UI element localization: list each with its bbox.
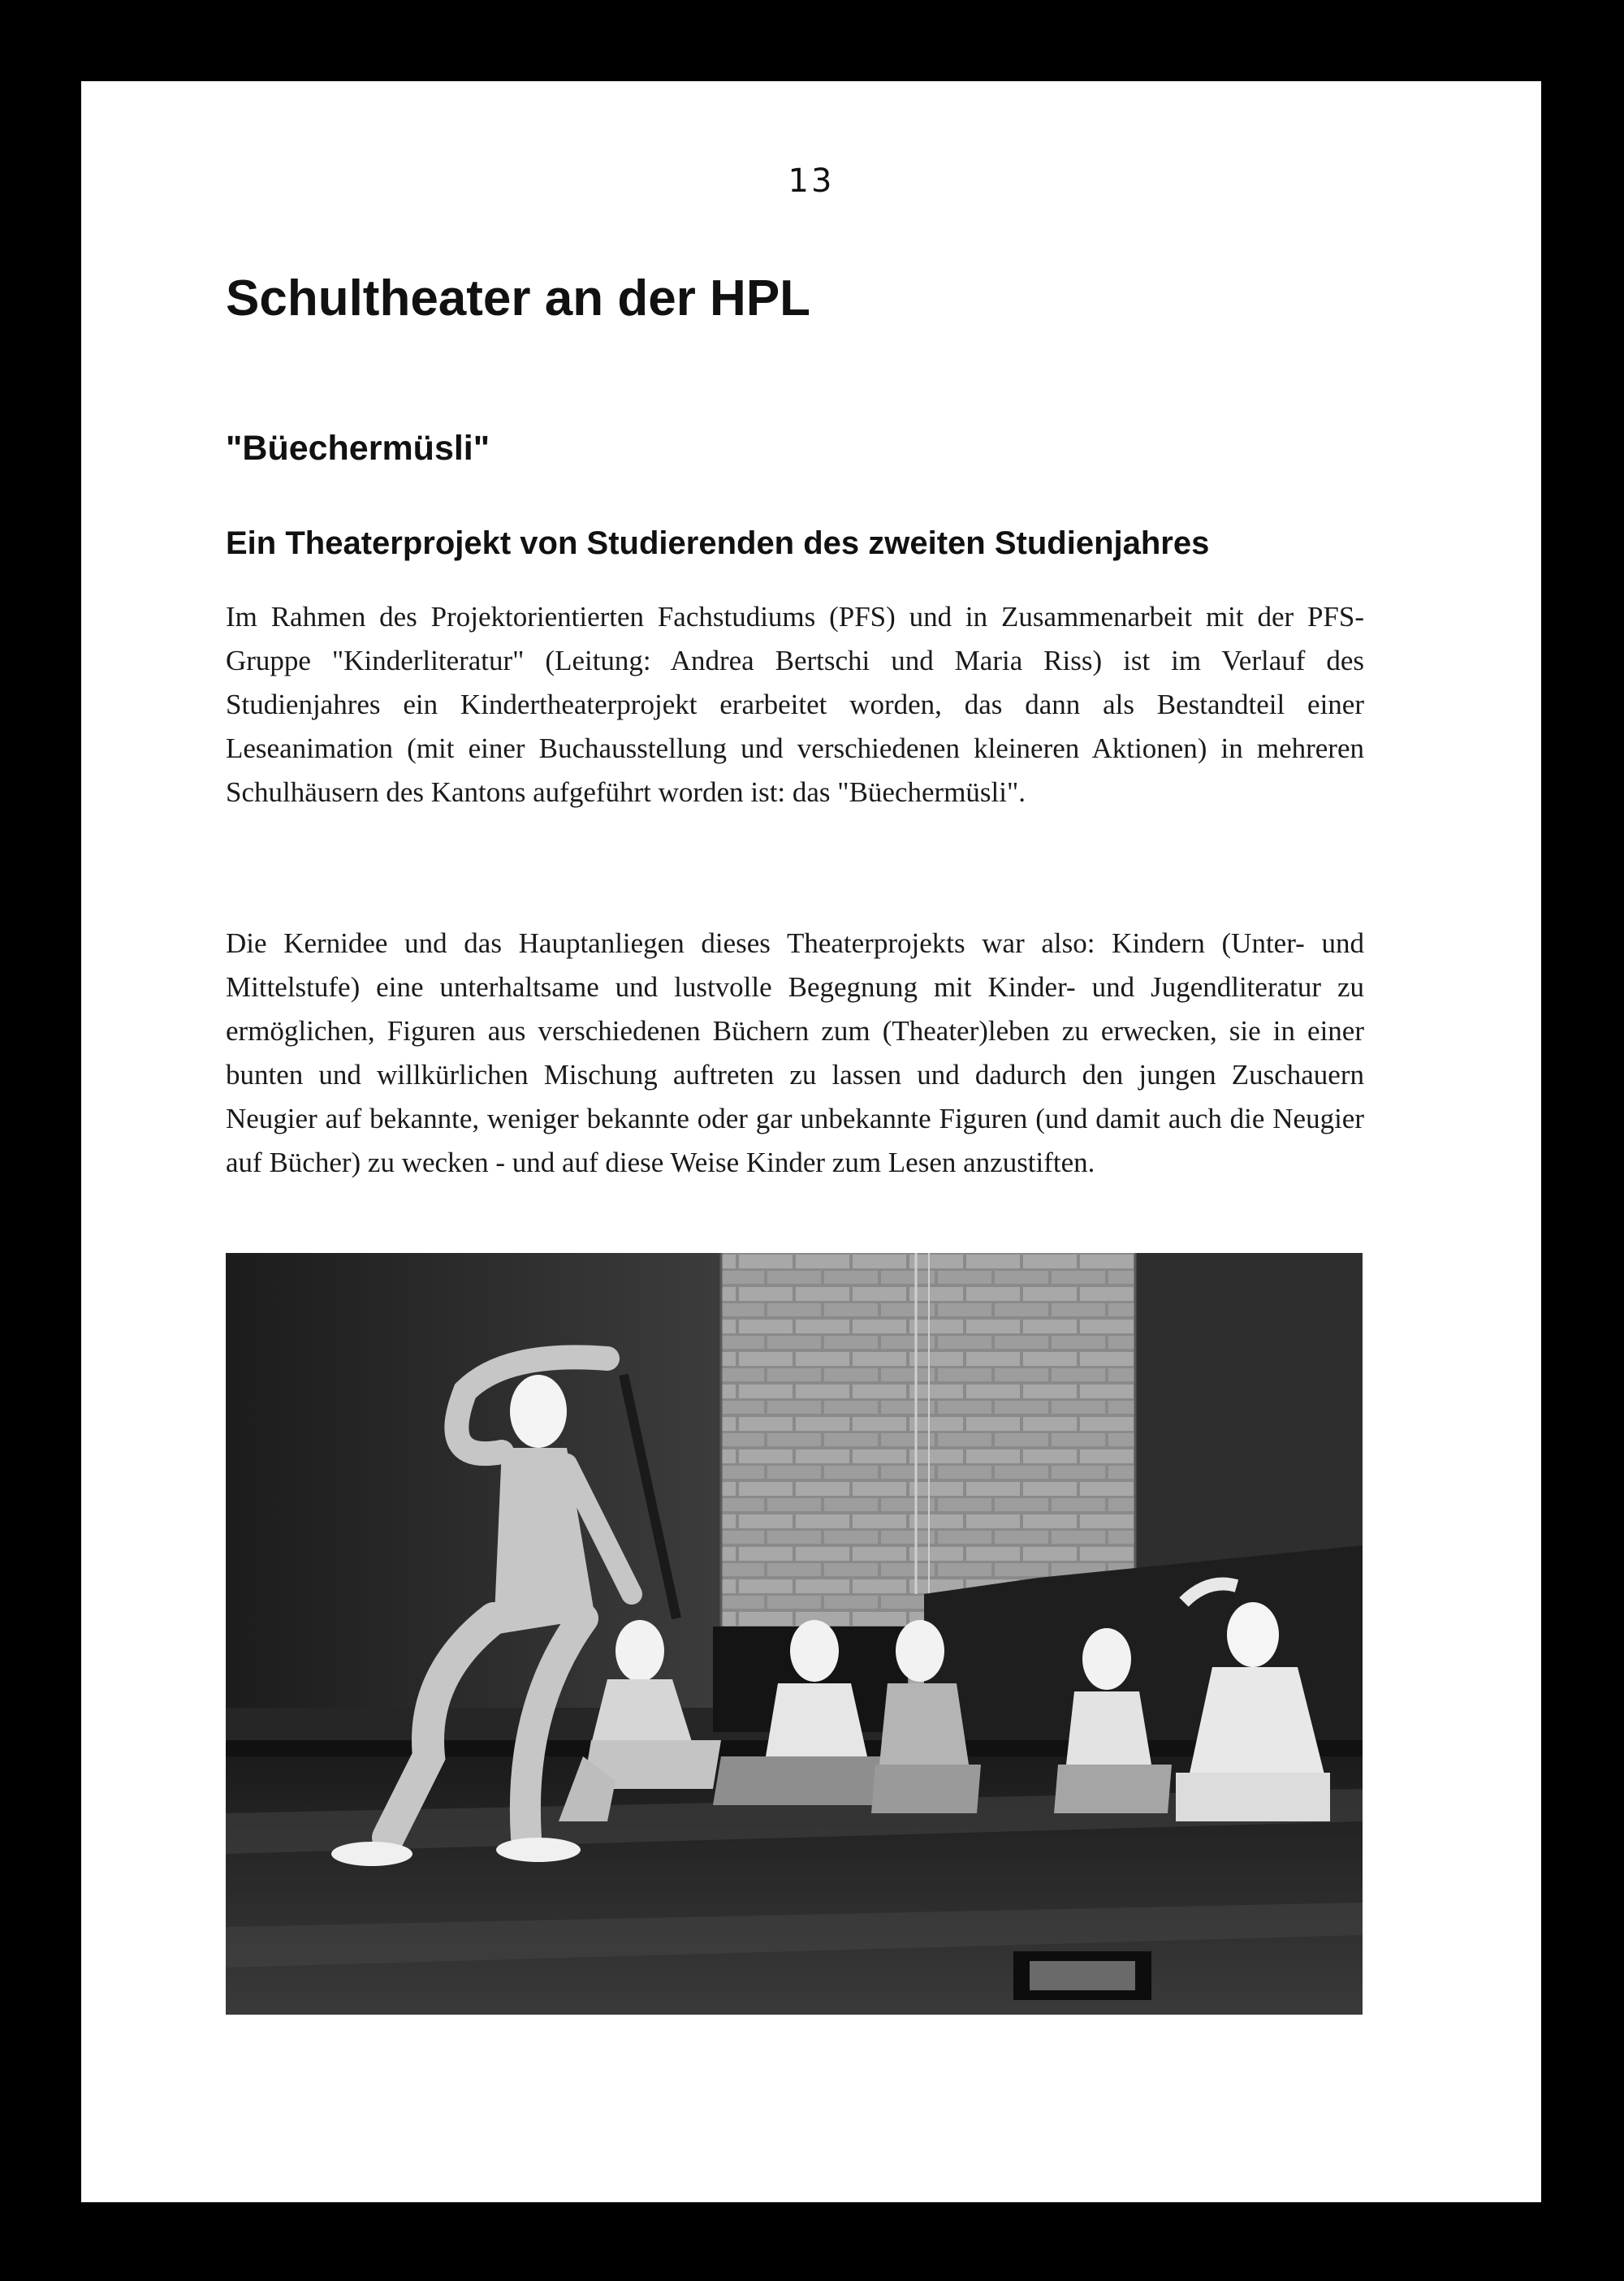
paragraph-intro: Im Rahmen des Projektorientierten Fachstudiums (PFS) und in Zusammenarbeit mit der PFS-Gruppe "Kinderliteratur" (Leitung: Andrea Bertschi und Maria Riss) ist im Verlauf des Studienjahres ein Kindertheaterprojekt erarbeitet worden, das dann als Bestandteil einer Leseanimation (mit einer Buchausstellung und verschiedenen kleineren Aktionen) in mehreren Schulhäusern des Kantons aufgeführt worden ist: das "Büechermüsli". (226, 601, 1364, 808)
play-title: "Büechermüsli" (226, 429, 490, 468)
paragraph-core-idea: Die Kernidee und das Hauptanliegen dieses Theaterprojekts war also: Kindern (Unter- und Mittelstufe) eine unterhaltsame und lustvolle Begegnung mit Kinder- und Jugendliteratur zu ermöglichen, Figuren aus verschiedenen Büchern zum (Theater)leben zu erwecken, sie in einer bunten und willkürlichen Mischung auftreten zu lassen und dadurch den jungen Zuschauern Neugier auf bekannte, weniger bekannte oder gar unbekannte Figuren (und damit auch die Neugier auf Bücher) zu wecken - und auf diese Weise Kinder zum Lesen anzustiften. (226, 927, 1364, 1178)
theater-photo-illustration (226, 1253, 1363, 2015)
page-number: 13 (788, 162, 835, 200)
section-heading: Ein Theaterprojekt von Studierenden des zweiten Studienjahres (226, 525, 1210, 561)
document-page (81, 81, 1541, 2202)
page-title: Schultheater an der HPL (226, 270, 811, 326)
theater-photo (226, 1253, 1363, 2015)
